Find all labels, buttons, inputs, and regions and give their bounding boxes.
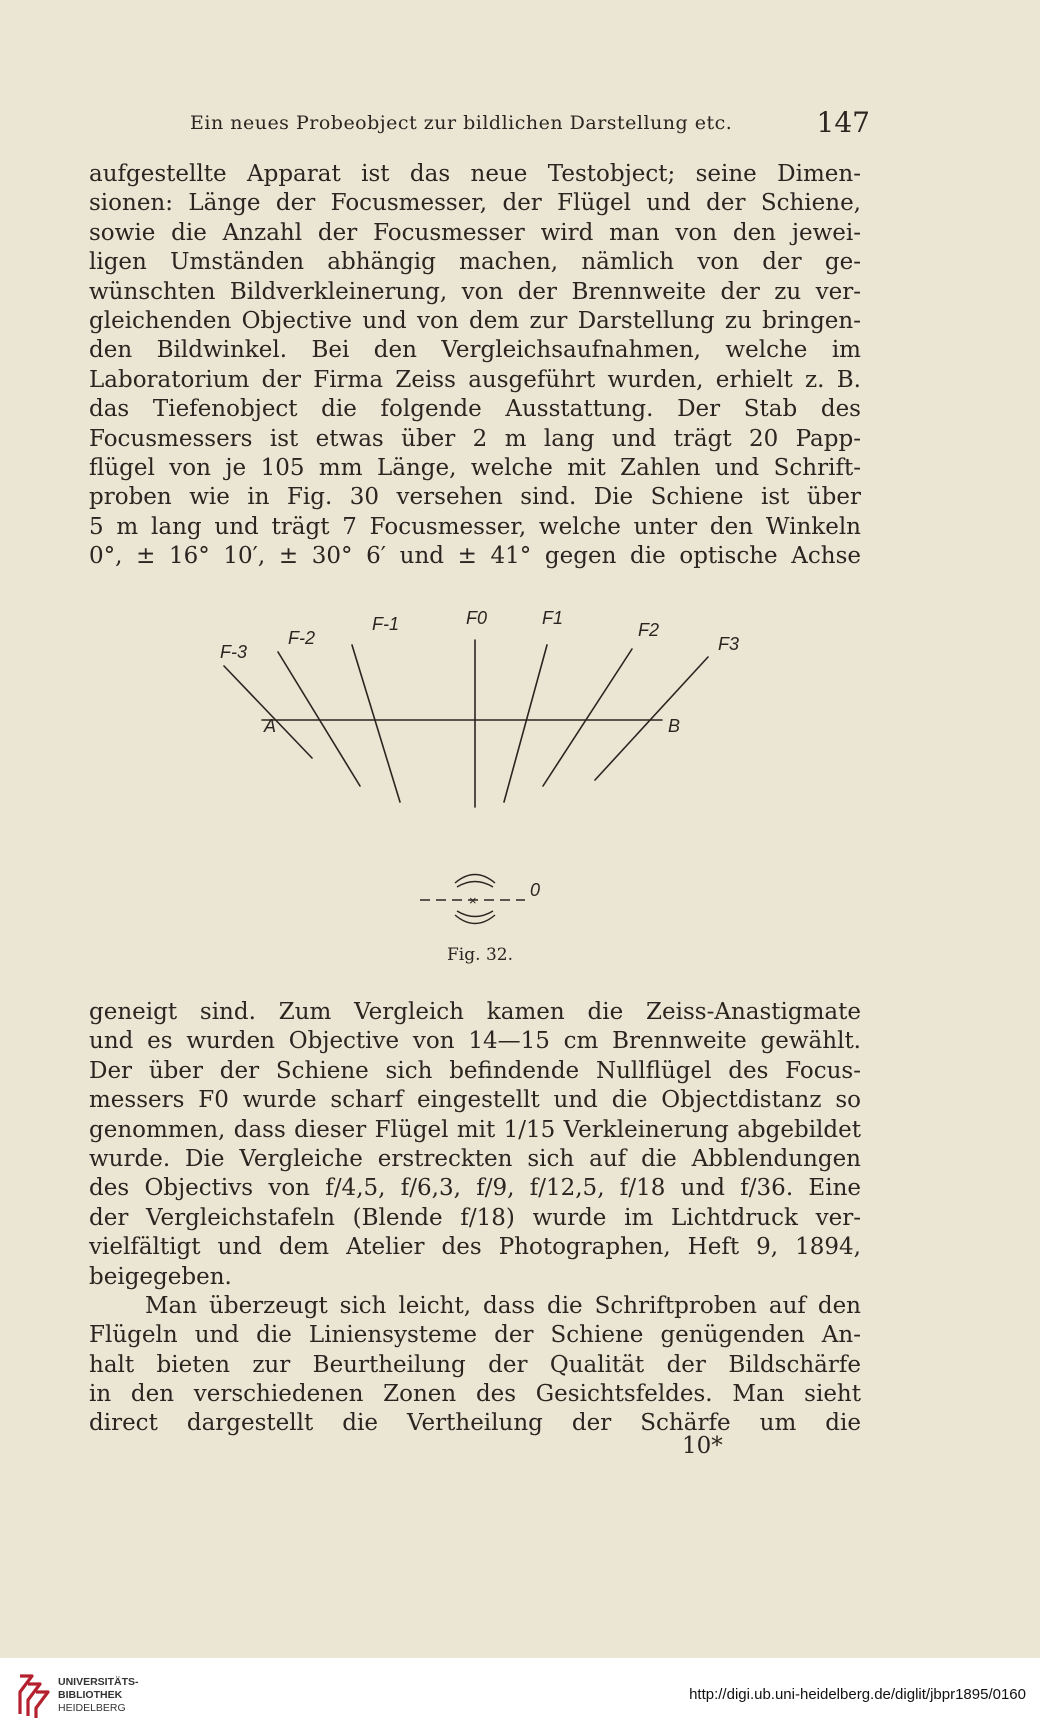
paragraph-2 [89,998,861,1439]
text-line: beigegeben. [89,1263,232,1290]
text-line: messers F0 wurde scharf eingestellt und die Objectdistanz so [89,1087,861,1114]
library-logo-icon [14,1670,52,1720]
label-f3: F3 [718,634,740,654]
paragraph-1 [89,160,861,571]
label-o: 0 [530,880,541,900]
text-line: Man überzeugt sich leicht, dass die Schriftproben auf den [145,1292,861,1319]
library-name-line: UNIVERSITÄTS- [58,1676,139,1688]
label-f2: F2 [638,620,660,640]
text-line: gleichenden Objective und von dem zur Darstellung zu bringen- [89,307,861,334]
source-url-link[interactable]: http://digi.ub.uni-heidelberg.de/diglit/jbpr1895/0160 [689,1686,1026,1703]
text-line: flügel von je 105 mm Länge, welche mit Zahlen und Schrift- [89,454,861,481]
signature-mark: 10* [682,1433,723,1459]
text-line: vielfältigt und dem Atelier des Photographen, Heft 9, 1894, [89,1234,861,1261]
text-line: 5 m lang und trägt 7 Focusmesser, welche unter den Winkeln [89,513,861,540]
text-line: halt bieten zur Beurtheilung der Qualität der Bildschärfe [89,1351,861,1378]
objective-center-mark: × [469,893,477,908]
text-line: genommen, dass dieser Flügel mit 1/15 Verkleinerung abgebildet [89,1116,861,1143]
library-name [58,1676,139,1715]
focusmesser-line-f3 [595,657,708,780]
text-line: 0°, ± 16° 10′, ± 30° 6′ und ± 41° gegen die optische Achse [89,543,861,570]
text-line: sionen: Länge der Focusmesser, der Flügel und der Schiene, [89,190,861,217]
text-line: ligen Umständen abhängig machen, nämlich von der ge- [89,249,861,276]
text-line: den Bildwinkel. Bei den Vergleichsaufnahmen, welche im [89,337,861,364]
text-line: Laboratorium der Firma Zeiss ausgeführt wurden, erhielt z. B. [89,366,861,393]
page-number: 147 [816,106,870,139]
running-header [190,106,870,142]
figure-32 [200,600,760,980]
label-f0: F0 [466,608,488,628]
text-line: wurde. Die Vergleiche erstreckten sich auf die Abblendungen [89,1145,861,1172]
focusmesser-diagram [200,600,760,940]
text-line: Der über der Schiene sich befindende Nullflügel des Focus- [89,1057,861,1084]
text-line: des Objectivs von f/4,5, f/6,3, f/9, f/12,5, f/18 und f/36. Eine [89,1175,861,1202]
text-line: Focusmessers ist etwas über 2 m lang und trägt 20 Papp- [89,425,861,452]
footer-bar [0,1658,1040,1734]
text-line: der Vergleichstafeln (Blende f/18) wurde im Lichtdruck ver- [89,1204,861,1231]
label-a: A [264,716,277,736]
text-line: das Tiefenobject die folgende Ausstattung. Der Stab des [89,396,861,423]
label-f1: F1 [542,608,564,628]
text-line: und es wurden Objective von 14—15 cm Brennweite gewählt. [89,1028,861,1055]
text-line: aufgestellte Apparat ist das neue Testobject; seine Dimen- [89,161,861,187]
label-f-1: F-1 [372,614,399,634]
library-name-line: HEIDELBERG [58,1702,126,1714]
focusmesser-line-f1 [504,645,547,802]
text-line: in den verschiedenen Zonen des Gesichtsfeldes. Man sieht [89,1381,861,1408]
library-name-line: BIBLIOTHEK [58,1689,123,1701]
focusmesser-line-f-2 [278,652,360,786]
focusmesser-line-f-3 [224,666,312,758]
text-line: Flügeln und die Liniensysteme der Schiene genügenden An- [89,1322,861,1349]
label-b: B [668,716,681,736]
figure-caption: Fig. 32. [447,945,513,965]
text-line: proben wie in Fig. 30 versehen sind. Die Schiene ist über [89,484,861,511]
label-f-2: F-2 [288,628,315,648]
focusmesser-line-f-1 [352,645,400,802]
text-line: wünschten Bildverkleinerung, von der Brennweite der zu ver- [89,278,861,305]
label-f-3: F-3 [220,642,247,662]
running-title: Ein neues Probeobject zur bildlichen Darstellung etc. [190,112,733,134]
text-line: sowie die Anzahl der Focusmesser wird man von den jewei- [89,219,861,246]
text-line: direct dargestellt die Vertheilung der Schärfe um die [89,1410,861,1437]
text-line: geneigt sind. Zum Vergleich kamen die Zeiss-Anastigmate [89,999,861,1025]
focusmesser-line-f2 [543,649,632,786]
